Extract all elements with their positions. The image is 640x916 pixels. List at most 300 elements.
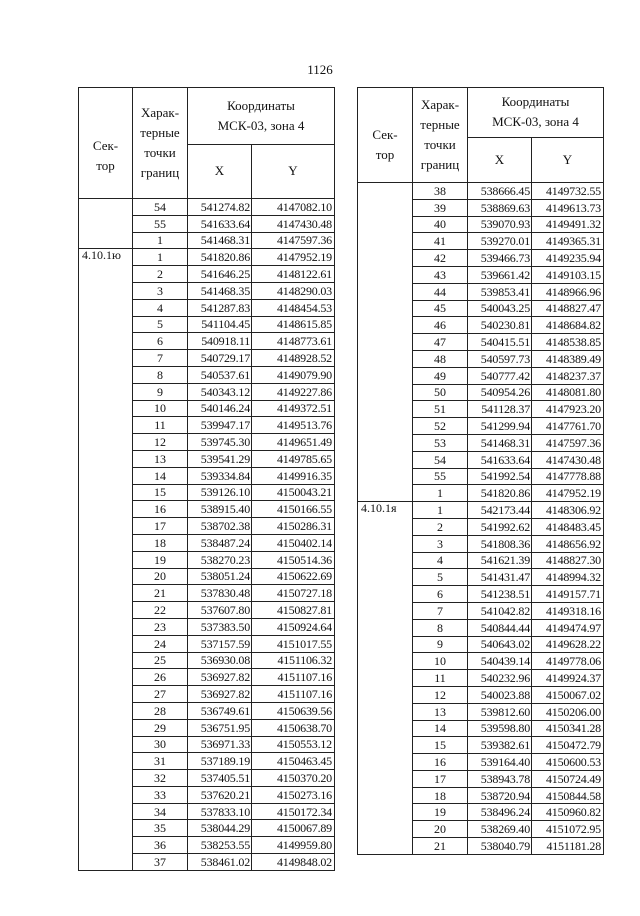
table-row — [358, 670, 604, 687]
sector-cell — [79, 266, 133, 283]
x-coordinate-cell: 536927.82 — [188, 669, 252, 686]
sector-cell: 4.10.1я — [358, 502, 413, 519]
point-number-cell: 17 — [413, 770, 468, 787]
sector-cell — [79, 215, 133, 232]
y-coordinate-cell: 4150727.18 — [252, 585, 335, 602]
y-coordinate-cell: 4151107.16 — [252, 686, 335, 703]
point-number-cell: 53 — [413, 434, 468, 451]
x-coordinate-cell: 537607.80 — [188, 602, 252, 619]
y-coordinate-cell: 4149157.71 — [532, 586, 604, 603]
table-row — [79, 467, 335, 484]
point-number-cell: 3 — [133, 282, 188, 299]
y-coordinate-cell: 4149785.65 — [252, 450, 335, 467]
point-number-cell: 27 — [133, 686, 188, 703]
x-coordinate-cell: 541128.37 — [468, 401, 532, 418]
x-coordinate-cell: 541299.94 — [468, 418, 532, 435]
point-number-cell: 40 — [413, 216, 468, 233]
x-coordinate-cell: 541820.86 — [188, 249, 252, 266]
table-row — [79, 316, 335, 333]
sector-cell — [79, 719, 133, 736]
table-row — [358, 199, 604, 216]
table-row — [358, 569, 604, 586]
y-coordinate-cell: 4149079.90 — [252, 366, 335, 383]
table-row — [79, 400, 335, 417]
sector-cell — [358, 485, 413, 502]
x-coordinate-cell: 539947.17 — [188, 417, 252, 434]
sector-cell — [79, 434, 133, 451]
table-row — [358, 401, 604, 418]
sector-cell — [358, 401, 413, 418]
point-number-cell: 54 — [413, 451, 468, 468]
header-x: X — [468, 137, 532, 182]
x-coordinate-cell: 538044.29 — [188, 820, 252, 837]
table-row — [79, 282, 335, 299]
y-coordinate-cell: 4148081.80 — [532, 384, 604, 401]
y-coordinate-cell: 4149513.76 — [252, 417, 335, 434]
x-coordinate-cell: 537620.21 — [188, 786, 252, 803]
table-row — [79, 266, 335, 283]
table-row — [79, 215, 335, 232]
header-characteristic-points: Харак- терные точки границ — [133, 88, 188, 199]
table-row — [79, 501, 335, 518]
table-row — [358, 804, 604, 821]
point-number-cell: 8 — [133, 366, 188, 383]
y-coordinate-cell: 4150067.89 — [252, 820, 335, 837]
table-row — [358, 754, 604, 771]
sector-cell — [79, 450, 133, 467]
point-number-cell: 45 — [413, 300, 468, 317]
sector-cell — [358, 434, 413, 451]
sector-cell — [79, 669, 133, 686]
sector-cell — [358, 754, 413, 771]
sector-cell — [79, 736, 133, 753]
sector-cell — [79, 366, 133, 383]
table-row — [358, 266, 604, 283]
point-number-cell: 1 — [413, 485, 468, 502]
table-row — [79, 232, 335, 249]
y-coordinate-cell: 4149916.35 — [252, 467, 335, 484]
y-coordinate-cell: 4148389.49 — [532, 350, 604, 367]
point-number-cell: 29 — [133, 719, 188, 736]
y-coordinate-cell: 4148684.82 — [532, 317, 604, 334]
y-coordinate-cell: 4150166.55 — [252, 501, 335, 518]
sector-cell — [79, 551, 133, 568]
sector-cell — [358, 670, 413, 687]
table-row — [79, 434, 335, 451]
table-row — [358, 821, 604, 838]
y-coordinate-cell: 4147761.70 — [532, 418, 604, 435]
x-coordinate-cell: 541808.36 — [468, 535, 532, 552]
y-coordinate-cell: 4148237.37 — [532, 367, 604, 384]
x-coordinate-cell: 541820.86 — [468, 485, 532, 502]
table-row — [79, 199, 335, 216]
sector-cell — [79, 501, 133, 518]
x-coordinate-cell: 538269.40 — [468, 821, 532, 838]
y-coordinate-cell: 4150402.14 — [252, 534, 335, 551]
x-coordinate-cell: 536749.61 — [188, 702, 252, 719]
y-coordinate-cell: 4148966.96 — [532, 283, 604, 300]
y-coordinate-cell: 4150827.81 — [252, 602, 335, 619]
point-number-cell: 46 — [413, 317, 468, 334]
table-row — [79, 719, 335, 736]
y-coordinate-cell: 4150463.45 — [252, 753, 335, 770]
x-coordinate-cell: 539812.60 — [468, 703, 532, 720]
x-coordinate-cell: 540439.14 — [468, 653, 532, 670]
x-coordinate-cell: 538666.45 — [468, 183, 532, 200]
x-coordinate-cell: 537830.48 — [188, 585, 252, 602]
point-number-cell: 28 — [133, 702, 188, 719]
y-coordinate-cell: 4149372.51 — [252, 400, 335, 417]
point-number-cell: 39 — [413, 199, 468, 216]
x-coordinate-cell: 540643.02 — [468, 636, 532, 653]
table-row — [358, 216, 604, 233]
y-coordinate-cell: 4149651.49 — [252, 434, 335, 451]
table-row — [79, 770, 335, 787]
point-number-cell: 2 — [133, 266, 188, 283]
point-number-cell: 55 — [133, 215, 188, 232]
x-coordinate-cell: 536971.33 — [188, 736, 252, 753]
point-number-cell: 2 — [413, 518, 468, 535]
y-coordinate-cell: 4147923.20 — [532, 401, 604, 418]
sector-cell — [79, 484, 133, 501]
table-row — [79, 333, 335, 350]
x-coordinate-cell: 541468.31 — [188, 232, 252, 249]
table-row — [79, 249, 335, 266]
y-coordinate-cell: 4149959.80 — [252, 837, 335, 854]
point-number-cell: 14 — [133, 467, 188, 484]
table-row — [358, 502, 604, 519]
point-number-cell: 43 — [413, 266, 468, 283]
point-number-cell: 7 — [413, 602, 468, 619]
sector-cell — [79, 299, 133, 316]
x-coordinate-cell: 536927.82 — [188, 686, 252, 703]
sector-cell — [358, 518, 413, 535]
table-row — [79, 837, 335, 854]
x-coordinate-cell: 539164.40 — [468, 754, 532, 771]
x-coordinate-cell: 540537.61 — [188, 366, 252, 383]
y-coordinate-cell: 4150206.00 — [532, 703, 604, 720]
x-coordinate-cell: 541287.83 — [188, 299, 252, 316]
table-row — [358, 787, 604, 804]
sector-cell — [79, 518, 133, 535]
point-number-cell: 11 — [413, 670, 468, 687]
y-coordinate-cell: 4148994.32 — [532, 569, 604, 586]
y-coordinate-cell: 4150472.79 — [532, 737, 604, 754]
header-characteristic-points: Харак- терные точки границ — [413, 88, 468, 183]
x-coordinate-cell: 541633.64 — [468, 451, 532, 468]
point-number-cell: 1 — [133, 232, 188, 249]
header-sector: Сек- тор — [358, 88, 413, 183]
sector-cell — [358, 535, 413, 552]
y-coordinate-cell: 4147952.19 — [532, 485, 604, 502]
sector-cell — [79, 383, 133, 400]
sector-cell — [358, 703, 413, 720]
sector-cell — [358, 787, 413, 804]
x-coordinate-cell: 538040.79 — [468, 838, 532, 855]
table-row — [358, 384, 604, 401]
y-coordinate-cell: 4147778.88 — [532, 468, 604, 485]
header-coordinates: Координаты МСК-03, зона 4 — [468, 88, 604, 138]
point-number-cell: 41 — [413, 233, 468, 250]
sector-cell — [79, 820, 133, 837]
y-coordinate-cell: 4150067.02 — [532, 686, 604, 703]
table-row — [79, 820, 335, 837]
sector-cell — [358, 350, 413, 367]
y-coordinate-cell: 4148290.03 — [252, 282, 335, 299]
y-coordinate-cell: 4149474.97 — [532, 619, 604, 636]
y-coordinate-cell: 4151072.95 — [532, 821, 604, 838]
y-coordinate-cell: 4150514.36 — [252, 551, 335, 568]
x-coordinate-cell: 539270.01 — [468, 233, 532, 250]
point-number-cell: 24 — [133, 635, 188, 652]
point-number-cell: 52 — [413, 418, 468, 435]
sector-cell — [358, 653, 413, 670]
y-coordinate-cell: 4150622.69 — [252, 568, 335, 585]
x-coordinate-cell: 541468.31 — [468, 434, 532, 451]
table-row — [358, 250, 604, 267]
table-row — [79, 635, 335, 652]
y-coordinate-cell: 4149613.73 — [532, 199, 604, 216]
y-coordinate-cell: 4148773.61 — [252, 333, 335, 350]
y-coordinate-cell: 4148454.53 — [252, 299, 335, 316]
x-coordinate-cell: 539334.84 — [188, 467, 252, 484]
sector-cell: 4.10.1ю — [79, 249, 133, 266]
y-coordinate-cell: 4150924.64 — [252, 618, 335, 635]
y-coordinate-cell: 4150553.12 — [252, 736, 335, 753]
point-number-cell: 19 — [133, 551, 188, 568]
sector-cell — [358, 720, 413, 737]
table-row — [79, 383, 335, 400]
table-row — [358, 468, 604, 485]
sector-cell — [358, 334, 413, 351]
table-row — [358, 367, 604, 384]
x-coordinate-cell: 537189.19 — [188, 753, 252, 770]
point-number-cell: 44 — [413, 283, 468, 300]
sector-cell — [79, 400, 133, 417]
point-number-cell: 4 — [413, 552, 468, 569]
x-coordinate-cell: 540232.96 — [468, 670, 532, 687]
x-coordinate-cell: 539466.73 — [468, 250, 532, 267]
point-number-cell: 15 — [133, 484, 188, 501]
x-coordinate-cell: 536751.95 — [188, 719, 252, 736]
point-number-cell: 13 — [133, 450, 188, 467]
point-number-cell: 9 — [413, 636, 468, 653]
sector-cell — [358, 686, 413, 703]
header-y: Y — [252, 144, 335, 198]
y-coordinate-cell: 4150600.53 — [532, 754, 604, 771]
point-number-cell: 1 — [413, 502, 468, 519]
x-coordinate-cell: 538720.94 — [468, 787, 532, 804]
table-row — [79, 350, 335, 367]
sector-cell — [358, 384, 413, 401]
y-coordinate-cell: 4148122.61 — [252, 266, 335, 283]
y-coordinate-cell: 4149235.94 — [532, 250, 604, 267]
y-coordinate-cell: 4151181.28 — [532, 838, 604, 855]
point-number-cell: 10 — [413, 653, 468, 670]
table-row — [358, 518, 604, 535]
table-row — [358, 619, 604, 636]
y-coordinate-cell: 4149778.06 — [532, 653, 604, 670]
point-number-cell: 6 — [133, 333, 188, 350]
page-number: 1126 — [307, 62, 333, 77]
sector-cell — [358, 266, 413, 283]
point-number-cell: 18 — [413, 787, 468, 804]
point-number-cell: 5 — [133, 316, 188, 333]
point-number-cell: 12 — [133, 434, 188, 451]
point-number-cell: 21 — [133, 585, 188, 602]
point-number-cell: 6 — [413, 586, 468, 603]
x-coordinate-cell: 540918.11 — [188, 333, 252, 350]
point-number-cell: 13 — [413, 703, 468, 720]
table-row — [79, 551, 335, 568]
x-coordinate-cell: 540415.51 — [468, 334, 532, 351]
sector-cell — [79, 316, 133, 333]
table-row — [358, 451, 604, 468]
sector-cell — [358, 317, 413, 334]
y-coordinate-cell: 4150724.49 — [532, 770, 604, 787]
point-number-cell: 20 — [133, 568, 188, 585]
x-coordinate-cell: 540954.26 — [468, 384, 532, 401]
x-coordinate-cell: 539661.42 — [468, 266, 532, 283]
sector-cell — [358, 636, 413, 653]
x-coordinate-cell: 537383.50 — [188, 618, 252, 635]
x-coordinate-cell: 541431.47 — [468, 569, 532, 586]
table-row — [79, 450, 335, 467]
x-coordinate-cell: 538943.78 — [468, 770, 532, 787]
table-row — [358, 720, 604, 737]
header-x: X — [188, 144, 252, 198]
y-coordinate-cell: 4149227.86 — [252, 383, 335, 400]
coordinates-table-left — [78, 87, 335, 871]
point-number-cell: 1 — [133, 249, 188, 266]
y-coordinate-cell: 4150638.70 — [252, 719, 335, 736]
sector-cell — [358, 569, 413, 586]
x-coordinate-cell: 541633.64 — [188, 215, 252, 232]
x-coordinate-cell: 541992.62 — [468, 518, 532, 535]
x-coordinate-cell: 539853.41 — [468, 283, 532, 300]
x-coordinate-cell: 541646.25 — [188, 266, 252, 283]
table-row — [79, 786, 335, 803]
x-coordinate-cell: 538253.55 — [188, 837, 252, 854]
x-coordinate-cell: 541992.54 — [468, 468, 532, 485]
table-row — [358, 838, 604, 855]
point-number-cell: 30 — [133, 736, 188, 753]
y-coordinate-cell: 4149365.31 — [532, 233, 604, 250]
y-coordinate-cell: 4150341.28 — [532, 720, 604, 737]
x-coordinate-cell: 538702.38 — [188, 518, 252, 535]
point-number-cell: 16 — [133, 501, 188, 518]
point-number-cell: 47 — [413, 334, 468, 351]
table-row — [358, 586, 604, 603]
x-coordinate-cell: 541468.35 — [188, 282, 252, 299]
y-coordinate-cell: 4150273.16 — [252, 786, 335, 803]
point-number-cell: 5 — [413, 569, 468, 586]
x-coordinate-cell: 537405.51 — [188, 770, 252, 787]
table-row — [358, 233, 604, 250]
x-coordinate-cell: 540043.25 — [468, 300, 532, 317]
point-number-cell: 33 — [133, 786, 188, 803]
sector-cell — [79, 282, 133, 299]
table-row — [358, 686, 604, 703]
x-coordinate-cell: 539598.80 — [468, 720, 532, 737]
y-coordinate-cell: 4148827.47 — [532, 300, 604, 317]
table-row — [79, 753, 335, 770]
x-coordinate-cell: 538270.23 — [188, 551, 252, 568]
y-coordinate-cell: 4147597.36 — [252, 232, 335, 249]
x-coordinate-cell: 538869.63 — [468, 199, 532, 216]
table-row — [79, 534, 335, 551]
sector-cell — [358, 283, 413, 300]
point-number-cell: 15 — [413, 737, 468, 754]
table-row — [358, 183, 604, 200]
x-coordinate-cell: 540597.73 — [468, 350, 532, 367]
sector-cell — [358, 418, 413, 435]
x-coordinate-cell: 539541.29 — [188, 450, 252, 467]
y-coordinate-cell: 4151106.32 — [252, 652, 335, 669]
point-number-cell: 42 — [413, 250, 468, 267]
sector-cell — [79, 635, 133, 652]
point-number-cell: 48 — [413, 350, 468, 367]
sector-cell — [79, 350, 133, 367]
y-coordinate-cell: 4151017.55 — [252, 635, 335, 652]
sector-cell — [79, 753, 133, 770]
y-coordinate-cell: 4151107.16 — [252, 669, 335, 686]
x-coordinate-cell: 538487.24 — [188, 534, 252, 551]
table-row — [358, 703, 604, 720]
sector-cell — [79, 770, 133, 787]
x-coordinate-cell: 540023.88 — [468, 686, 532, 703]
point-number-cell: 4 — [133, 299, 188, 316]
point-number-cell: 36 — [133, 837, 188, 854]
point-number-cell: 17 — [133, 518, 188, 535]
point-number-cell: 10 — [133, 400, 188, 417]
sector-cell — [358, 586, 413, 603]
point-number-cell: 14 — [413, 720, 468, 737]
header-sector: Сек- тор — [79, 88, 133, 199]
table-row — [358, 334, 604, 351]
point-number-cell: 8 — [413, 619, 468, 636]
y-coordinate-cell: 4148483.45 — [532, 518, 604, 535]
point-number-cell: 34 — [133, 803, 188, 820]
sector-cell — [79, 786, 133, 803]
sector-cell — [358, 199, 413, 216]
table-row — [79, 618, 335, 635]
x-coordinate-cell: 539070.93 — [468, 216, 532, 233]
table-row — [358, 636, 604, 653]
sector-cell — [358, 367, 413, 384]
y-coordinate-cell: 4149491.32 — [532, 216, 604, 233]
point-number-cell: 49 — [413, 367, 468, 384]
point-number-cell: 20 — [413, 821, 468, 838]
table-row — [358, 770, 604, 787]
x-coordinate-cell: 538461.02 — [188, 854, 252, 871]
point-number-cell: 55 — [413, 468, 468, 485]
coordinates-table-right — [357, 87, 604, 855]
point-number-cell: 31 — [133, 753, 188, 770]
table-row — [358, 300, 604, 317]
point-number-cell: 7 — [133, 350, 188, 367]
point-number-cell: 32 — [133, 770, 188, 787]
point-number-cell: 12 — [413, 686, 468, 703]
sector-cell — [79, 686, 133, 703]
point-number-cell: 38 — [413, 183, 468, 200]
y-coordinate-cell: 4147430.48 — [252, 215, 335, 232]
point-number-cell: 21 — [413, 838, 468, 855]
x-coordinate-cell: 540343.12 — [188, 383, 252, 400]
point-number-cell: 22 — [133, 602, 188, 619]
sector-cell — [358, 804, 413, 821]
point-number-cell: 19 — [413, 804, 468, 821]
